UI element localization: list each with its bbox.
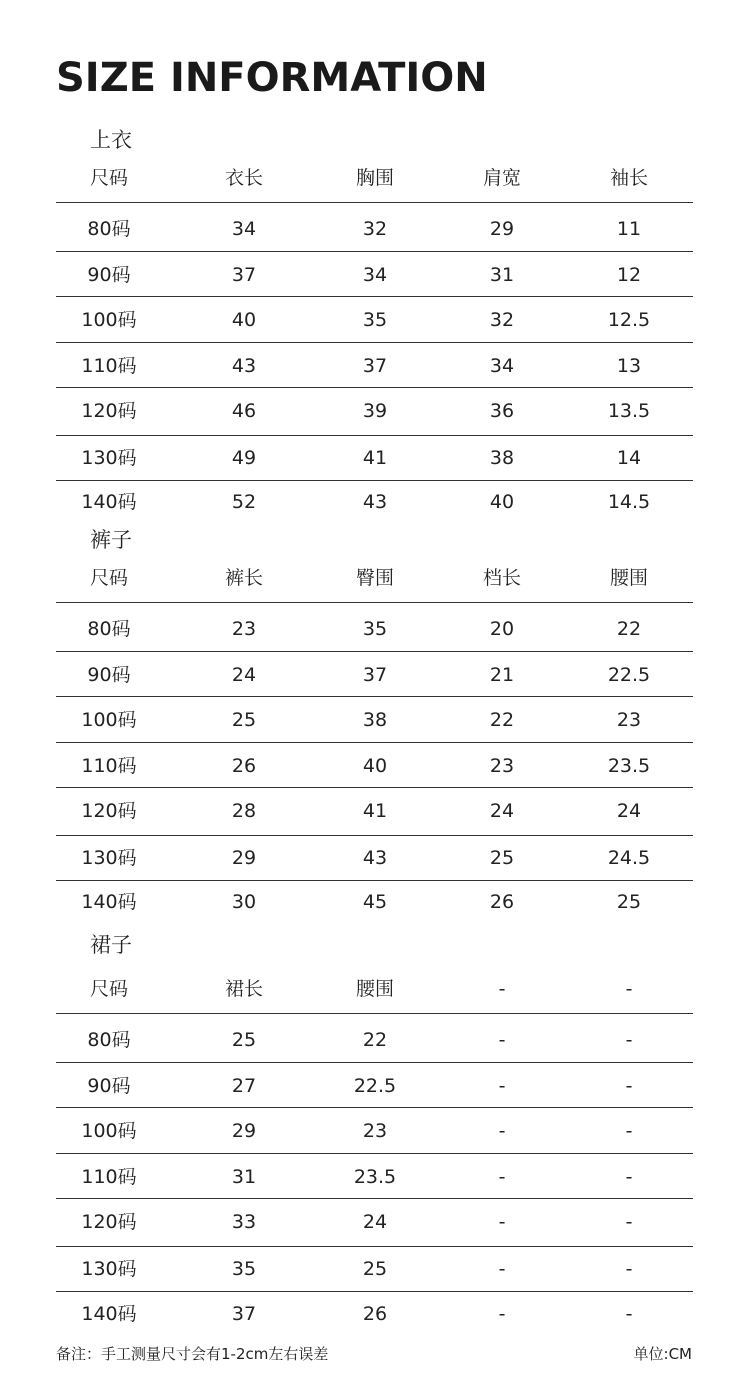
table-cell: 29 [489,218,515,240]
header-cell: 袖长 [609,167,648,189]
table-cell: 22.5 [607,664,651,686]
header-cell: 尺码 [89,978,128,1000]
table-cell: - [498,1075,506,1097]
section-title: 裤子 [90,528,132,552]
header-cell: 尺码 [89,167,128,189]
table-cell: 14.5 [607,491,651,513]
table-cell: 130码 [81,447,137,469]
table-cell: 24 [231,664,257,686]
table-cell: 25 [489,847,515,869]
table-row [56,843,693,873]
header-cell: 腰围 [355,978,394,1000]
section-title: 上衣 [90,128,132,152]
table-cell: 35 [362,309,388,331]
table-cell: 40 [362,755,388,777]
row-divider [56,1246,693,1247]
table-cell: 26 [362,1303,388,1325]
header-cell: 裤长 [224,567,263,589]
row-divider [56,787,693,788]
table-row [56,351,693,381]
table-cell: 22 [489,709,515,731]
table-cell: 23.5 [353,1166,397,1188]
table-row [56,1116,693,1146]
row-divider [56,1107,693,1108]
table-cell: 40 [231,309,257,331]
table-cell: 25 [231,1029,257,1051]
table-row [56,1025,693,1055]
table-cell: 11 [616,218,642,240]
row-divider [56,296,693,297]
table-cell: 100码 [81,1120,137,1142]
table-row [56,1254,693,1284]
table-cell: 35 [231,1258,257,1280]
table-header-row [56,163,693,193]
header-cell: 裙长 [224,978,263,1000]
table-cell: - [498,1258,506,1280]
table-row [56,214,693,244]
table-cell: 34 [489,355,515,377]
table-row [56,305,693,335]
table-cell: 39 [362,400,388,422]
table-row [56,1071,693,1101]
header-cell: 肩宽 [482,167,521,189]
table-row [56,487,693,517]
table-cell: 37 [231,1303,257,1325]
table-row [56,1299,693,1329]
table-cell: - [625,1211,633,1233]
header-cell: 臀围 [355,567,394,589]
table-cell: 35 [362,618,388,640]
footer-note: 备注：手工测量尺寸会有1-2cm左右误差 [56,1345,329,1363]
table-cell: 41 [362,800,388,822]
table-cell: 90码 [87,664,131,686]
table-cell: 29 [231,847,257,869]
table-cell: 52 [231,491,257,513]
table-cell: 80码 [87,618,131,640]
table-cell: 28 [231,800,257,822]
table-cell: 130码 [81,847,137,869]
table-cell: 45 [362,891,388,913]
table-row [56,796,693,826]
row-divider [56,742,693,743]
table-cell: - [625,1258,633,1280]
row-divider [56,602,693,603]
row-divider [56,1153,693,1154]
table-cell: 37 [231,264,257,286]
table-row [56,443,693,473]
table-cell: 23 [231,618,257,640]
row-divider [56,696,693,697]
table-cell: 140码 [81,891,137,913]
table-cell: - [625,1166,633,1188]
table-cell: 37 [362,355,388,377]
table-cell: 24 [616,800,642,822]
table-cell: 26 [489,891,515,913]
table-cell: 90码 [87,1075,131,1097]
table-cell: - [498,1120,506,1142]
row-divider [56,387,693,388]
row-divider [56,1062,693,1063]
row-divider [56,435,693,436]
table-cell: 120码 [81,800,137,822]
table-cell: 46 [231,400,257,422]
table-row [56,705,693,735]
header-cell: 胸围 [355,167,394,189]
table-cell: 12.5 [607,309,651,331]
table-cell: 80码 [87,218,131,240]
table-cell: 110码 [81,355,137,377]
table-cell: 43 [362,491,388,513]
table-cell: 140码 [81,491,137,513]
table-cell: 24.5 [607,847,651,869]
table-row [56,887,693,917]
header-cell: 衣长 [224,167,263,189]
table-row [56,751,693,781]
table-cell: 29 [231,1120,257,1142]
table-cell: - [498,1029,506,1051]
table-cell: 25 [616,891,642,913]
table-row [56,660,693,690]
table-cell: 32 [489,309,515,331]
table-cell: 100码 [81,309,137,331]
table-cell: 25 [362,1258,388,1280]
table-cell: 23 [489,755,515,777]
page-title: SIZE INFORMATION [56,55,488,101]
table-cell: 90码 [87,264,131,286]
table-cell: 40 [489,491,515,513]
table-cell: 49 [231,447,257,469]
table-cell: - [625,1303,633,1325]
row-divider [56,1198,693,1199]
table-cell: 24 [362,1211,388,1233]
table-row [56,614,693,644]
table-cell: 130码 [81,1258,137,1280]
table-row [56,260,693,290]
table-cell: - [625,1075,633,1097]
table-cell: - [498,1166,506,1188]
table-cell: - [498,1303,506,1325]
header-cell: 档长 [482,567,521,589]
row-divider [56,480,693,481]
table-cell: 38 [489,447,515,469]
table-cell: 13.5 [607,400,651,422]
row-divider [56,202,693,203]
header-cell: 尺码 [89,567,128,589]
row-divider [56,651,693,652]
table-cell: - [498,1211,506,1233]
table-cell: 120码 [81,1211,137,1233]
table-cell: 41 [362,447,388,469]
table-cell: 12 [616,264,642,286]
table-cell: 30 [231,891,257,913]
table-cell: 31 [231,1166,257,1188]
table-cell: 110码 [81,755,137,777]
table-cell: 14 [616,447,642,469]
table-cell: 13 [616,355,642,377]
row-divider [56,880,693,881]
table-cell: 23 [616,709,642,731]
table-cell: 22 [362,1029,388,1051]
table-cell: 120码 [81,400,137,422]
row-divider [56,251,693,252]
table-cell: 24 [489,800,515,822]
table-cell: 110码 [81,1166,137,1188]
table-cell: 38 [362,709,388,731]
row-divider [56,1013,693,1014]
unit-label: 单位:CM [633,1345,692,1363]
table-cell: 80码 [87,1029,131,1051]
table-cell: 37 [362,664,388,686]
table-cell: 34 [362,264,388,286]
table-cell: 32 [362,218,388,240]
section-title: 裙子 [90,933,132,957]
table-cell: 36 [489,400,515,422]
table-cell: 21 [489,664,515,686]
table-cell: 22 [616,618,642,640]
table-cell: 33 [231,1211,257,1233]
table-header-row [56,974,693,1004]
table-cell: 43 [231,355,257,377]
header-cell: - [625,978,633,1000]
header-cell: - [498,978,506,1000]
table-cell: 27 [231,1075,257,1097]
row-divider [56,342,693,343]
table-cell: 26 [231,755,257,777]
table-row [56,1162,693,1192]
table-row [56,396,693,426]
row-divider [56,1291,693,1292]
table-cell: 22.5 [353,1075,397,1097]
table-row [56,1207,693,1237]
table-cell: 100码 [81,709,137,731]
table-cell: 43 [362,847,388,869]
table-cell: - [625,1029,633,1051]
table-cell: 23 [362,1120,388,1142]
table-cell: 31 [489,264,515,286]
table-cell: 34 [231,218,257,240]
row-divider [56,835,693,836]
table-cell: - [625,1120,633,1142]
table-cell: 25 [231,709,257,731]
table-header-row [56,563,693,593]
table-cell: 23.5 [607,755,651,777]
table-cell: 20 [489,618,515,640]
table-cell: 140码 [81,1303,137,1325]
header-cell: 腰围 [609,567,648,589]
